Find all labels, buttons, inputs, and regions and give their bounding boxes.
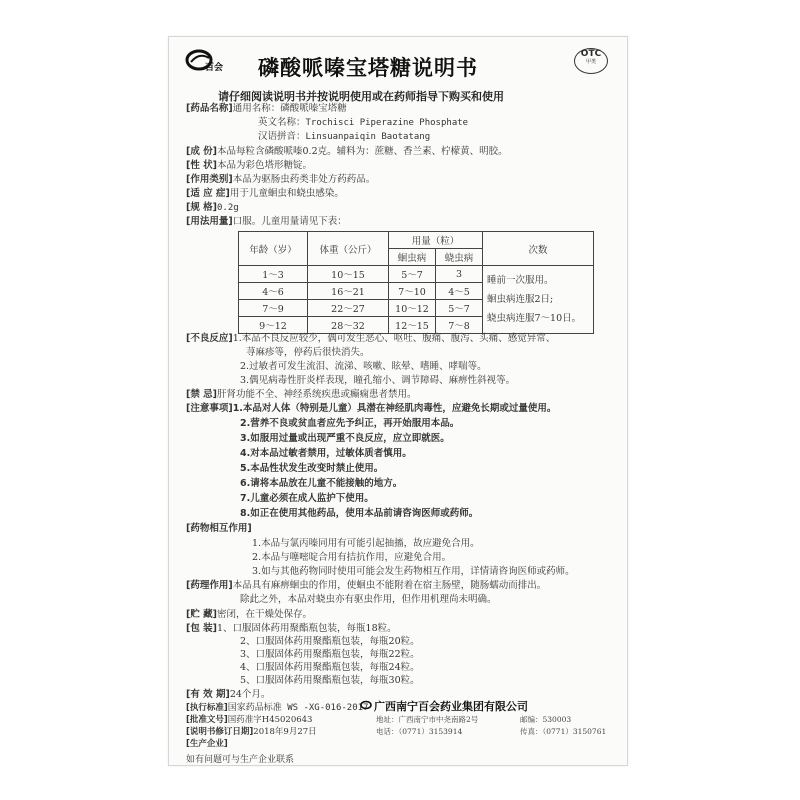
age-cell: 1～3 — [239, 266, 308, 283]
spec-row — [186, 201, 239, 215]
indication-text: 用于儿童蛔虫和蛲虫感染。 — [229, 188, 344, 199]
category-text: 本品为驱肠虫药类非处方药药品。 — [232, 174, 376, 185]
roundworm-cell: 10～12 — [389, 300, 436, 317]
pinyin-name: Linsuanpaiqin Baotatang — [305, 132, 431, 142]
adverse-row — [186, 332, 555, 346]
pharmacology-row — [186, 579, 546, 593]
package-item: 4、口服固体药用聚酯瓶包装，每瓶24粒。 — [240, 662, 420, 673]
age-cell: 7～9 — [239, 300, 308, 317]
adverse-label: [不良反应] — [186, 333, 233, 344]
english-name-label: 英文名称： — [258, 117, 306, 128]
package-label: [包 装] — [186, 623, 217, 634]
times-line: 蛲虫病连服7～10日。 — [487, 313, 582, 324]
adverse-item: 荨麻疹等，停药后很快消失。 — [246, 347, 370, 358]
col-age-header: 年龄（岁） — [239, 232, 308, 266]
composition-row — [186, 145, 508, 159]
package-item: 2、口服固体药用聚酯瓶包装，每瓶20粒。 — [240, 636, 420, 647]
indication-label: [适 应 症] — [186, 188, 230, 199]
caution-item: 8.如正在使用其他药品，使用本品前请咨询医师或药师。 — [240, 508, 479, 519]
col-weight-header: 体重（公斤） — [308, 232, 389, 266]
roundworm-cell: 5～7 — [389, 266, 436, 283]
caution-item: 3.如服用过量或出现严重不良反应，应立即就医。 — [240, 433, 450, 444]
company-logo-icon — [360, 700, 372, 710]
interaction-item: 2.本品与噻嘧啶合用有拮抗作用，应避免合用。 — [252, 552, 452, 563]
usage-notice: 请仔细阅读说明书并按说明使用或在药师指导下购买和使用 — [218, 90, 504, 103]
package-item: 3、口服固体药用聚酯瓶包装，每瓶22粒。 — [240, 649, 420, 660]
pinworm-cell: 7～8 — [436, 317, 483, 334]
standard-text: 国家药品标准 WS -XG-016-2017 — [227, 703, 369, 713]
pinworm-cell: 4～5 — [436, 283, 483, 300]
pinworm-cell: 3 — [436, 266, 483, 283]
col-dose-header: 用量（粒） — [389, 232, 483, 249]
pharmacology-text: 除此之外，本品对蛲虫亦有驱虫作用，但作用机理尚未明确。 — [240, 594, 497, 605]
caution-item: 6.请将本品放在儿童不能接触的地方。 — [240, 478, 403, 489]
usage-row — [186, 215, 347, 229]
usage-text: 口服。儿童用量请见下表： — [232, 216, 347, 227]
caution-row — [186, 402, 556, 416]
dosage-table — [238, 231, 594, 334]
generic-name-label: 通用名称： — [232, 103, 281, 114]
contra-row — [186, 388, 417, 402]
indication-row — [186, 187, 344, 201]
pharmacology-label: [药理作用] — [186, 580, 233, 591]
composition-text: 本品每粒含磷酸哌嗪0.2克。辅料为：蔗糖、香兰素、柠檬黄、明胶。 — [217, 146, 508, 157]
revision-label: [说明书修订日期] — [186, 727, 254, 737]
standard-row — [186, 702, 368, 714]
caution-label: [注意事项] — [186, 403, 233, 414]
character-row — [186, 159, 312, 173]
page-title: 磷酸哌嗪宝塔糖说明书 — [258, 56, 478, 80]
name-section — [186, 102, 347, 116]
validity-text: 24个月。 — [229, 689, 271, 700]
composition-label: [成 份] — [186, 146, 217, 157]
age-cell: 9～12 — [239, 317, 308, 334]
pinyin-row — [258, 130, 430, 144]
caution-item: 5.本品性状发生改变时禁止使用。 — [240, 463, 384, 474]
package-item: 5、口服固体药用聚酯瓶包装，每瓶30粒。 — [240, 675, 420, 686]
age-cell: 4～6 — [239, 283, 308, 300]
times-line: 睡前一次服用。 — [487, 275, 554, 286]
weight-cell: 10～15 — [308, 266, 389, 283]
interaction-label: [药物相互作用] — [186, 523, 252, 534]
package-row — [186, 622, 397, 636]
revision-row — [186, 726, 317, 738]
usage-label: [用法用量] — [186, 216, 233, 227]
storage-text: 密闭，在干燥处保存。 — [217, 609, 313, 620]
otc-label: OTC — [580, 49, 602, 59]
character-label: [性 状] — [186, 160, 217, 171]
standard-label: [执行标准] — [186, 703, 228, 713]
company-fax: 传真：（0771）3150761 — [520, 727, 607, 736]
col-roundworm-header: 蛔虫病 — [389, 249, 436, 266]
revision-text: 2018年9月27日 — [253, 727, 317, 737]
times-cell — [483, 266, 594, 334]
validity-row — [186, 688, 270, 702]
times-line: 蛔虫病连服2日; — [487, 294, 554, 305]
contra-label: [禁 忌] — [186, 389, 217, 400]
category-label: [作用类别] — [186, 174, 233, 185]
name-label: [药品名称] — [186, 103, 233, 114]
col-pinworm-header: 蛲虫病 — [436, 249, 483, 266]
company-name: 广西南宁百会药业集团有限公司 — [374, 700, 528, 713]
pinworm-cell: 5～7 — [436, 300, 483, 317]
company-address: 地址：广西南宁市中尧南路2号 — [376, 715, 479, 724]
otc-class: 甲类 — [585, 59, 596, 65]
category-row — [186, 173, 375, 187]
weight-cell: 28～32 — [308, 317, 389, 334]
caution-item: 7.儿童必须在成人监护下使用。 — [240, 493, 374, 504]
adverse-item: 2.过敏者可发生流泪、流涕、咳嗽、眩晕、嗜睡、哮喘等。 — [240, 361, 487, 372]
roundworm-cell: 7～10 — [389, 283, 436, 300]
weight-cell: 22～27 — [308, 300, 389, 317]
otc-badge — [574, 48, 608, 74]
pharmacology-text: 本品具有麻痹蛔虫的作用，使蛔虫不能附着在宿主肠壁，随肠蠕动而排出。 — [232, 580, 547, 591]
col-times-header: 次数 — [483, 232, 594, 266]
spec-label: [规 格] — [186, 202, 217, 213]
contra-text: 肝肾功能不全、神经系统疾患或癫痫患者禁用。 — [217, 389, 417, 400]
validity-label: [有 效 期] — [186, 689, 230, 700]
interaction-item: 3.如与其他药物同时使用可能会发生药物相互作用，详情请咨询医师或药师。 — [252, 566, 575, 577]
approval-label: [批准文号] — [186, 715, 228, 725]
english-name: Trochisci Piperazine Phosphate — [305, 118, 469, 128]
roundworm-cell: 12～15 — [389, 317, 436, 334]
caution-item: 4.对本品过敏者禁用，过敏体质者慎用。 — [240, 448, 412, 459]
character-text: 本品为彩色塔形糖锭。 — [217, 160, 313, 171]
storage-row — [186, 608, 312, 622]
weight-cell: 16～21 — [308, 283, 389, 300]
manufacturer-label: [生产企业] — [186, 739, 228, 749]
caution-item: 2.营养不良或贫血者应先予纠正，再开始服用本品。 — [240, 418, 460, 429]
pinyin-label: 汉语拼音： — [258, 131, 306, 142]
english-name-row — [258, 116, 468, 130]
caution-item: 1.本品对人体（特别是儿童）具潜在神经肌肉毒性，应避免长期或过量使用。 — [232, 403, 557, 414]
approval-text: 国药准字H45020643 — [227, 715, 313, 725]
logo-text: 百会 — [205, 63, 224, 73]
spec-text: 0.2g — [217, 203, 239, 213]
adverse-item: 1.本品不良反应较少，偶可发生恶心、呕吐、腹痛、腹泻、头痛、感觉异常、 — [232, 333, 556, 344]
storage-label: [贮 藏] — [186, 609, 217, 620]
approval-row — [186, 714, 312, 726]
footer-contact: 如有问题可与生产企业联系 — [186, 755, 295, 765]
interaction-item: 1.本品与氯丙嗪同用有可能引起抽搐，故应避免合用。 — [252, 538, 480, 549]
generic-name: 磷酸哌嗪宝塔糖 — [280, 103, 347, 114]
package-item: 1、口服固体药用聚酯瓶包装，每瓶18粒。 — [217, 623, 397, 634]
manufacturer-row — [186, 738, 228, 750]
adverse-item: 3.偶见病毒性肝炎样表现，瞳孔缩小、调节障碍、麻痹性斜视等。 — [240, 375, 516, 386]
table-row — [239, 266, 594, 283]
company-postcode: 邮编：530003 — [520, 715, 572, 724]
company-phone: 电话：（0771）3153914 — [376, 727, 463, 736]
